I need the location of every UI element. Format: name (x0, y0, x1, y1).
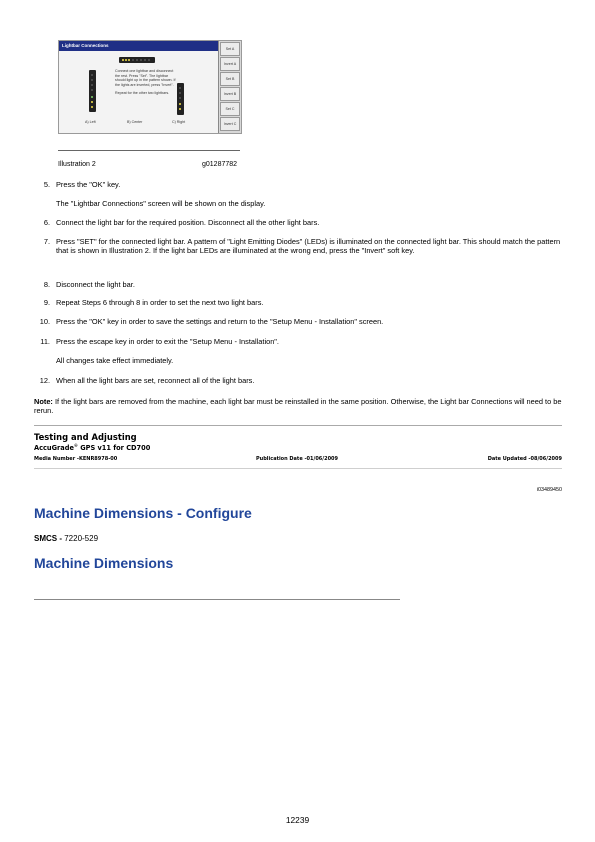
step-number: 9. (43, 298, 50, 307)
section-title: Testing and Adjusting (34, 432, 137, 442)
step-text: All changes take effect immediately. (56, 356, 174, 365)
smcs-label: SMCS - (34, 534, 62, 543)
section-divider (34, 425, 562, 426)
led-icon (136, 59, 138, 61)
step-text: The "Lightbar Connections" screen will be shown on the display. (56, 199, 266, 208)
step-text: Press the escape key in order to exit the "Setup Menu - Installation". (56, 337, 279, 346)
instruction-line: Repeat for the other two lightbars. (115, 91, 170, 96)
left-lightbar (89, 70, 96, 112)
note-text: If the light bars are removed from the machine, each light bar must be reinstalled in the same position. Otherwise, the Light bar Connections will need to be rerun. (34, 397, 562, 416)
step-text: When all the light bars are set, reconnect all of the light bars. (56, 376, 255, 385)
section-subtitle (34, 443, 150, 452)
step-number: 5. (43, 180, 50, 189)
date-updated: Date Updated -08/06/2009 (487, 456, 562, 462)
page-number: 12239 (285, 815, 310, 825)
media-number: Media Number -KENR8978-00 (34, 456, 118, 462)
heading-configure: Machine Dimensions - Configure (34, 505, 252, 521)
subtitle-product: AccuGrade (34, 444, 74, 453)
step-text: Press the "OK" key in order to save the settings and return to the "Setup Menu - Installation" screen. (56, 317, 384, 326)
led-icon (128, 59, 130, 61)
step-number: 12. (39, 376, 50, 385)
softkey-set-b[interactable]: Set B (220, 72, 240, 86)
softkey-invert-c[interactable]: Invert C (220, 117, 240, 131)
led-icon (91, 106, 93, 108)
window-body (59, 51, 218, 133)
step-number: 6. (43, 218, 50, 227)
figure-divider (58, 150, 240, 151)
step-number: 10. (39, 317, 50, 326)
note-paragraph (34, 397, 562, 415)
position-label-left: A) Left (85, 120, 96, 124)
center-lightbar (119, 57, 155, 63)
led-icon (179, 97, 181, 99)
instruction-text (115, 69, 197, 96)
heading-dimensions: Machine Dimensions (34, 555, 174, 571)
led-icon (179, 108, 181, 110)
step-text: Press "SET" for the connected light bar. A pattern of "Light Emitting Diodes" (LEDs) is illuminated on the connected light bar. This should match the pattern that is shown in Illustration 2. If the light bar LEDs are illuminated at the wrong end, press the "Invert" soft key. (56, 237, 561, 256)
registered-mark: ® (73, 443, 78, 448)
figure-caption (58, 161, 240, 170)
led-icon (125, 59, 127, 61)
subtitle-version: GPS v11 for CD700 (77, 444, 151, 453)
document-id: i03489450 (536, 487, 562, 493)
instruction-line: the lights are inverted, press "Invert". (115, 82, 174, 87)
meta-divider (34, 468, 562, 469)
step-text: Disconnect the light bar. (56, 280, 135, 289)
instruction-line: the rest. Press "Set". The lightbar (115, 73, 169, 78)
smcs-code (34, 534, 98, 543)
led-icon (91, 74, 93, 76)
led-icon (91, 101, 93, 103)
position-label-center: B) Center (127, 120, 143, 124)
led-icon (91, 89, 93, 91)
led-icon (179, 103, 181, 105)
caption-id: g01287782 (202, 161, 238, 168)
led-icon (91, 79, 93, 81)
led-icon (91, 84, 93, 86)
softkey-panel (218, 41, 241, 133)
smcs-value: 7220-529 (62, 534, 99, 543)
instruction-line: Connect one lightbar and disconnect (115, 69, 174, 73)
led-icon (132, 59, 134, 61)
led-icon (91, 96, 93, 98)
softkey-set-a[interactable]: Set A (220, 42, 240, 56)
softkey-invert-b[interactable]: Invert B (220, 87, 240, 101)
lightbar-connections-screenshot (58, 40, 242, 134)
step-text: Press the "OK" key. (56, 180, 121, 189)
publication-date: Publication Date -01/06/2009 (256, 456, 339, 462)
softkey-invert-a[interactable]: Invert A (220, 57, 240, 71)
window-title: Lightbar Connections (59, 41, 218, 51)
note-label: Note: (34, 397, 53, 406)
step-number: 11. (40, 337, 50, 346)
led-icon (122, 59, 124, 61)
step-number: 8. (43, 280, 50, 289)
caption-label: Illustration 2 (58, 161, 96, 168)
content-divider (34, 599, 400, 600)
position-label-right: C) Right (172, 120, 186, 124)
step-text: Repeat Steps 6 through 8 in order to set the next two light bars. (56, 298, 264, 307)
instruction-line: should light up in the pattern shown. If (115, 78, 176, 83)
led-icon (144, 59, 146, 61)
step-number: 7. (43, 237, 50, 246)
led-icon (140, 59, 142, 61)
step-text: Connect the light bar for the required position. Disconnect all the other light bars. (56, 218, 320, 227)
softkey-set-c[interactable]: Set C (220, 102, 240, 116)
led-icon (148, 59, 150, 61)
